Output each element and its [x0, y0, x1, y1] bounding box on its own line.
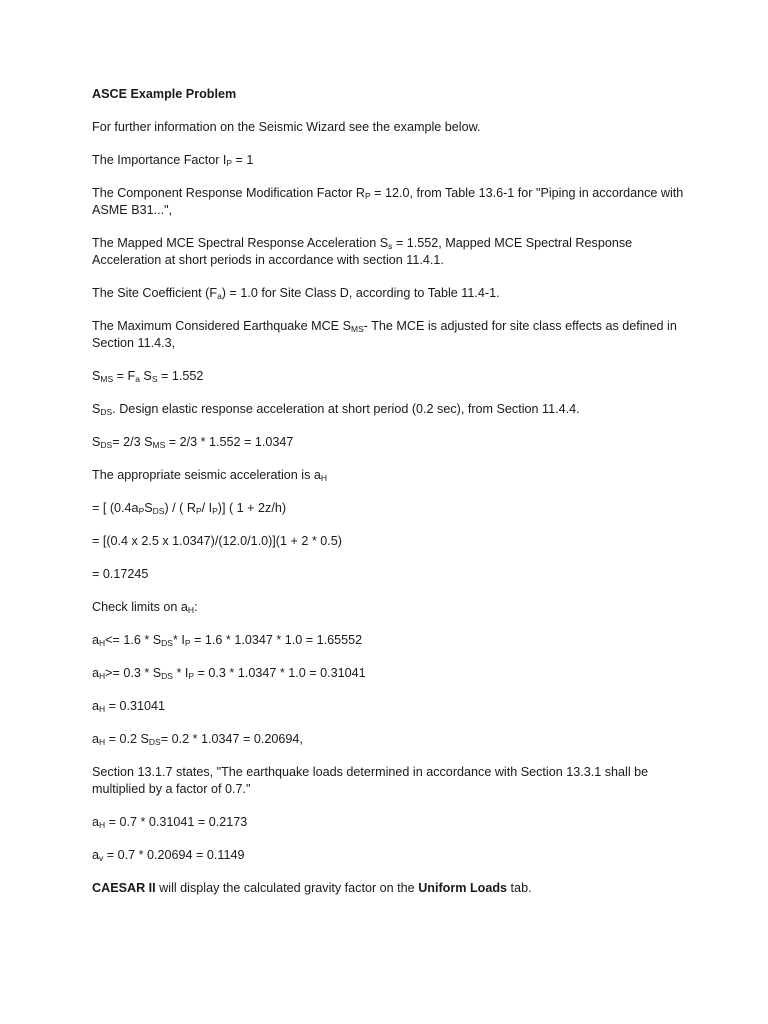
lower-limit-equation: $a_H>= 0.3 * S_{DS} * I_P = 0.3 * 1.0347 * 1.0 = 0.31041$	[92, 666, 366, 681]
sms-equation: $S_{MS} = F_a$ $S_S = 1.552$	[92, 369, 204, 384]
site-coefficient-paragraph: The Site Coefficient $(F_a) = 1.0$ for Site Class D, according to Table 11.4-1.	[92, 286, 500, 301]
document-page	[92, 86, 692, 913]
seismic-acceleration-paragraph: The appropriate seismic acceleration is $a_H$	[92, 468, 328, 483]
check-limits-heading: Check limits on $a_H$:	[92, 600, 198, 615]
upper-limit-equation: $a_H<= 1.6 * S_{DS}*$ $I_P = 1.6 * 1.0347 * 1.0 = 1.65552$	[92, 633, 363, 648]
uniform-loads-tab-name: Uniform Loads	[418, 881, 508, 895]
acceleration-substitution: = [(0.4 x 2.5 x 1.0347)/(12.0/1.0)](1 + 2 * 0.5)	[92, 534, 342, 548]
mapped-mce-paragraph: The Mapped MCE Spectral Response Acceleration $S_s = 1.552$, Mapped MCE Spectral Response Acceleration at short periods in accordance with section 11.4.1.	[92, 236, 633, 267]
sds-equation: $S_{DS}= 2/3$ $S_{MS} = 2/3 * 1.552 = 1.0347$	[92, 435, 294, 450]
component-response-paragraph: The Component Response Modification Factor $R_P = 12.0$, from Table 13.6-1 for "Piping in accordance with ASME B31...",	[92, 186, 684, 217]
closing-paragraph: CAESAR II will display the calculated gravity factor on the Uniform Loads tab.	[92, 881, 532, 895]
sds-definition-paragraph: $S_{DS}$. Design elastic response acceleration at short period (0.2 sec), from Section 11.4.4.	[92, 402, 580, 417]
acceleration-formula: = [ $(0.4a_PS_{DS})$ / ( $R_P/$ $I_P$)] ( 1 + 2z/h)	[92, 501, 287, 516]
intro-paragraph: For further information on the Seismic Wizard see the example below.	[92, 120, 481, 134]
importance-factor-paragraph: The Importance Factor $I_P = 1$	[92, 153, 254, 168]
ah-final-equation: $a_H = 0.7 * 0.31041 = 0.2173$	[92, 815, 248, 830]
section-quote-paragraph: Section 13.1.7 states, "The earthquake loads determined in accordance with Section 13.3.1 shall be multiplied by a factor of 0.7."	[92, 765, 649, 796]
document-title: ASCE Example Problem	[92, 87, 237, 101]
ah-value: $a_H = 0.31041$	[92, 699, 166, 714]
av-final-equation: $a_v = 0.7 * 0.20694 = 0.1149$	[92, 848, 245, 863]
ah-vertical-equation: $a_H = 0.2$ $S_{DS}= 0.2 * 1.0347 = 0.20694$,	[92, 732, 303, 747]
acceleration-result: = 0.17245	[92, 567, 149, 581]
product-name: CAESAR II	[92, 881, 156, 895]
max-considered-earthquake-paragraph: The Maximum Considered Earthquake MCE $S_{MS}-$ The MCE is adjusted for site class effects as defined in Section 11.4.3,	[92, 319, 677, 350]
